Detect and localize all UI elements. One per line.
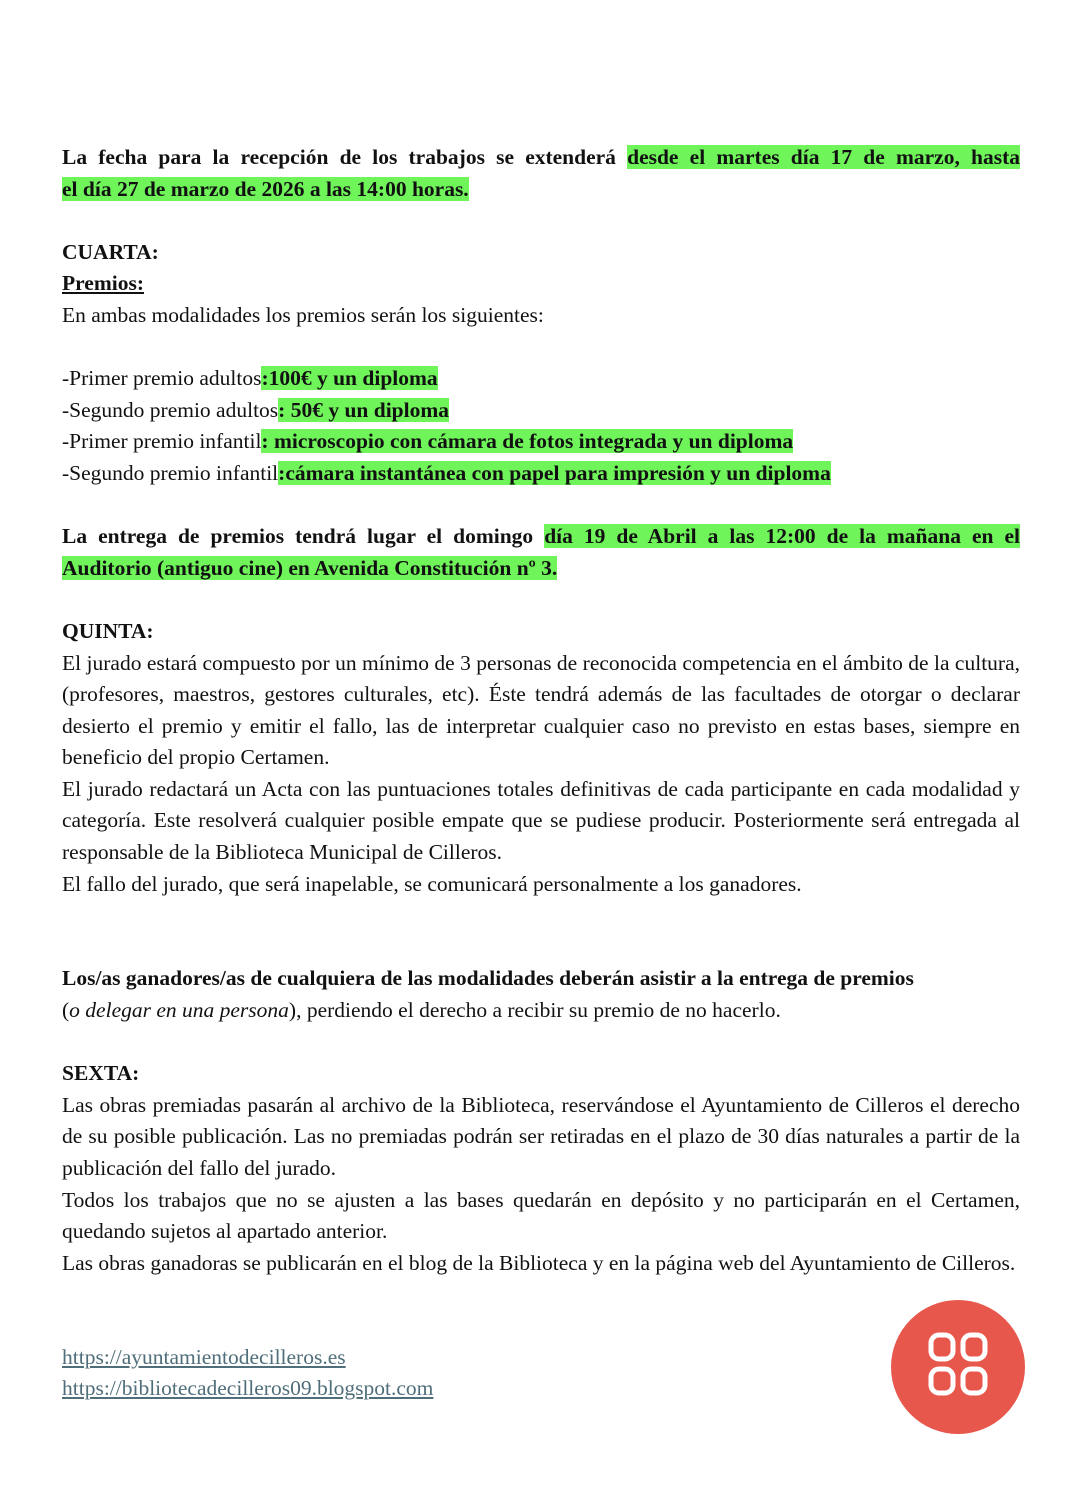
prize-item	[62, 395, 1020, 427]
premios-lead: En ambas modalidades los premios serán los siguientes:	[62, 302, 544, 327]
footer-links	[62, 1342, 433, 1404]
prize-value: :100€ y un diploma	[261, 366, 438, 391]
paren: (	[62, 998, 70, 1023]
winners-rest: ), perdiendo el derecho a recibir su premio de no hacerlo.	[288, 998, 781, 1023]
quinta-para-1: El jurado estará compuesto por un mínimo de 3 personas de reconocida competencia en el ámbito de la cultura, (profesores, maestros, gestores culturales, etc). Éste tendrá además de las facultades de otorgar o declarar desierto el premio y emitir el fallo, las de interpretar cualquier caso no previsto en estas bases, siempre en beneficio del propio Certamen.	[62, 650, 1020, 770]
cuarta-heading: CUARTA:	[62, 239, 159, 264]
prize-label: -Segundo premio infantil	[62, 460, 279, 485]
sexta-heading: SEXTA:	[62, 1061, 140, 1086]
winners-bold: Los/as ganadores/as de cualquiera de las modalidades deberán asistir a la entrega de premios	[62, 966, 914, 991]
reception-dates-cont	[62, 174, 1020, 206]
winners-italic: o delegar en una persona	[69, 998, 289, 1023]
prize-value: : 50€ y un diploma	[278, 397, 450, 422]
apps-menu-button[interactable]	[891, 1300, 1025, 1434]
quinta-para-3: El fallo del jurado, que será inapelable, se comunicará personalmente a los ganadores.	[62, 871, 802, 896]
prize-item	[62, 458, 1020, 490]
sexta-para-1: Las obras premiadas pasarán al archivo de la Biblioteca, reservándose el Ayuntamiento de Cilleros el derecho de su posible publicación. Las no premiadas podrán ser retiradas en el plazo de 30 días naturales a partir de la publicación del fallo del jurado.	[62, 1092, 1020, 1180]
ceremony-info	[62, 521, 1020, 553]
prize-item	[62, 426, 1020, 458]
prize-label: -Primer premio adultos	[62, 366, 262, 391]
sexta-para-3: Las obras ganadoras se publicarán en el blog de la Biblioteca y en la página web del Ayuntamiento de Cilleros.	[62, 1250, 1016, 1275]
link-ayuntamiento[interactable]: https://ayuntamientodecilleros.es	[62, 1345, 346, 1369]
quinta-para-2: El jurado redactará un Acta con las puntuaciones totales definitivas de cada participante en cada modalidad y categoría. Este resolverá cualquier posible empate que se pudiese producir. Posteriormente será entregada al responsable de la Biblioteca Municipal de Cilleros.	[62, 776, 1020, 865]
quinta-heading: QUINTA:	[62, 618, 154, 643]
winners-notice	[62, 963, 1020, 1026]
prize-item	[62, 363, 1020, 395]
prize-value: :cámara instantánea con papel para impresión y un diploma	[278, 460, 831, 485]
prize-label: -Primer premio infantil	[62, 429, 262, 454]
reception-dates	[62, 142, 1020, 174]
apps-grid-icon	[928, 1330, 988, 1402]
premios-subheading: Premios:	[62, 271, 144, 296]
link-biblioteca-blog[interactable]: https://bibliotecadecilleros09.blogspot.com	[62, 1376, 434, 1400]
ceremony-text: La entrega de premios tendrá lugar el domingo	[62, 524, 545, 549]
ceremony-highlight-2: Auditorio (antiguo cine) en Avenida Constitución nº 3.	[62, 555, 558, 580]
reception-highlight-2: el día 27 de marzo de 2026 a las 14:00 horas.	[62, 176, 469, 201]
sexta-para-2: Todos los trabajos que no se ajusten a las bases quedarán en depósito y no participarán en el Certamen, quedando sujetos al apartado anterior.	[62, 1187, 1020, 1244]
prize-label: -Segundo premio adultos	[62, 397, 279, 422]
document-page	[62, 142, 1020, 1279]
reception-text: La fecha para la recepción de los trabajos se extenderá	[62, 145, 628, 169]
prize-value: : microscopio con cámara de fotos integrada y un diploma	[261, 429, 794, 454]
reception-highlight-1: desde el martes día 17 de marzo, hasta	[627, 145, 1020, 169]
ceremony-highlight-1: día 19 de Abril a las 12:00 de la mañana en el	[544, 524, 1020, 549]
